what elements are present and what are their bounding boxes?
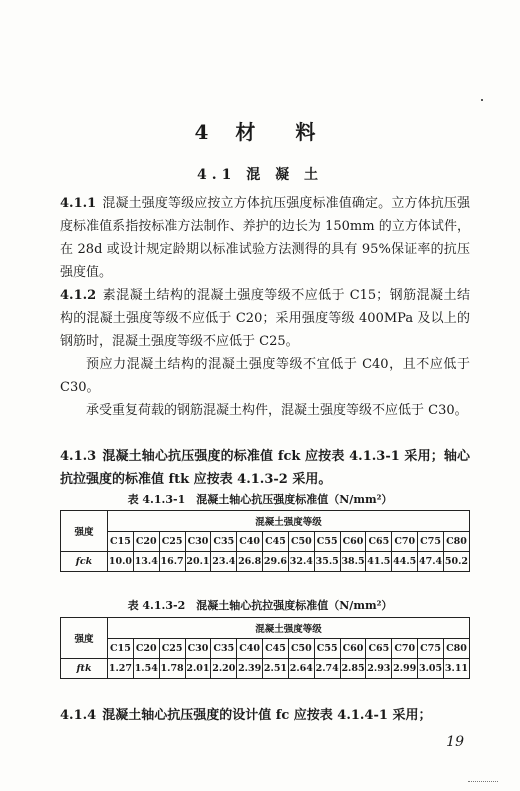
- value-cell: 41.5: [366, 552, 392, 572]
- grade-cell: C75: [418, 639, 444, 659]
- grade-cell: C70: [392, 639, 418, 659]
- value-cell: 13.4: [133, 552, 159, 572]
- grade-cell: C40: [237, 639, 263, 659]
- grade-cell: C70: [392, 532, 418, 552]
- fck-table: [60, 510, 470, 572]
- grade-cell: C60: [340, 639, 366, 659]
- paragraph-prestressed: 预应力混凝土结构的混凝土强度等级不宜低于 C40，且不应低于 C30。: [60, 357, 470, 395]
- grade-cell: C45: [263, 639, 289, 659]
- value-cell: 50.2: [443, 552, 469, 572]
- clause-number: 4.1.3: [60, 449, 97, 464]
- clause-4-1-2: [60, 284, 470, 353]
- grade-cell: C65: [366, 639, 392, 659]
- value-cell: 1.27: [108, 659, 134, 679]
- value-cell: 2.20: [211, 659, 237, 679]
- grade-cell: C75: [418, 532, 444, 552]
- grade-cell: C30: [185, 639, 211, 659]
- value-cell: 2.01: [185, 659, 211, 679]
- table-caption: 表 4.1.3-2 混凝土轴心抗拉强度标准值（N/mm²）: [127, 599, 393, 612]
- grade-cell: C60: [340, 532, 366, 552]
- grade-row: [61, 639, 470, 659]
- value-cell: 26.8: [237, 552, 263, 572]
- grade-cell: C25: [159, 639, 185, 659]
- margin-mark: [481, 99, 483, 101]
- symbol-cell: fck: [61, 552, 108, 572]
- value-cell: 2.99: [392, 659, 418, 679]
- value-cell: 23.4: [211, 552, 237, 572]
- grade-cell: C35: [211, 639, 237, 659]
- clause-text: 混凝土强度等级应按立方体抗压强度标准值确定。立方体抗压强度标准值系指按标准方法制作、养护的边长为 150mm 的立方体试件，在 28d 或设计规定龄期以标准试验方法测得的具有 95%保证率的抗压强度值。: [60, 196, 470, 280]
- value-cell: 35.5: [314, 552, 340, 572]
- value-cell: 47.4: [418, 552, 444, 572]
- clause-number: 4.1.4: [60, 708, 97, 723]
- grade-cell: C15: [108, 639, 134, 659]
- section-title: 4.1 混 凝 土: [197, 167, 323, 183]
- value-cell: 10.0: [108, 552, 134, 572]
- chapter-title: 4 材 料: [194, 120, 326, 144]
- value-cell: 1.54: [133, 659, 159, 679]
- row-header: 强度: [61, 618, 108, 659]
- grade-cell: C25: [159, 532, 185, 552]
- group-header: 混凝土强度等级: [108, 511, 470, 532]
- group-header: 混凝土强度等级: [108, 618, 470, 639]
- value-cell: 1.78: [159, 659, 185, 679]
- paragraph-repeated-load: 承受重复荷载的钢筋混凝土构件，混凝土强度等级不应低于 C30。: [86, 403, 468, 418]
- grade-cell: C35: [211, 532, 237, 552]
- clause-4-1-3: [60, 445, 470, 491]
- value-cell: 2.51: [263, 659, 289, 679]
- value-cell: 44.5: [392, 552, 418, 572]
- grade-cell: C30: [185, 532, 211, 552]
- value-cell: 20.1: [185, 552, 211, 572]
- page-number: 19: [446, 734, 464, 750]
- grade-cell: C55: [314, 639, 340, 659]
- value-row: [61, 659, 470, 679]
- value-row: [61, 552, 470, 572]
- footer-mark: [468, 781, 498, 785]
- grade-cell: C65: [366, 532, 392, 552]
- ftk-table: [60, 617, 470, 679]
- value-cell: 3.05: [418, 659, 444, 679]
- value-cell: 3.11: [443, 659, 469, 679]
- grade-cell: C40: [237, 532, 263, 552]
- value-cell: 2.85: [340, 659, 366, 679]
- clause-4-1-4: [60, 704, 470, 727]
- grade-cell: C20: [133, 639, 159, 659]
- grade-cell: C80: [443, 532, 469, 552]
- grade-cell: C50: [288, 639, 314, 659]
- grade-cell: C50: [288, 532, 314, 552]
- value-cell: 38.5: [340, 552, 366, 572]
- row-header: 强度: [61, 511, 108, 552]
- grade-cell: C55: [314, 532, 340, 552]
- value-cell: 29.6: [263, 552, 289, 572]
- grade-cell: C45: [263, 532, 289, 552]
- clause-number: 4.1.1: [60, 196, 97, 211]
- value-cell: 2.64: [288, 659, 314, 679]
- clause-text: 混凝土轴心抗压强度的标准值 fck 应按表 4.1.3-1 采用；轴心抗拉强度的标准值 ftk 应按表 4.1.3-2 采用。: [60, 449, 470, 487]
- grade-cell: C80: [443, 639, 469, 659]
- value-cell: 2.39: [237, 659, 263, 679]
- grade-cell: C15: [108, 532, 134, 552]
- table-caption: 表 4.1.3-1 混凝土轴心抗压强度标准值（N/mm²）: [127, 493, 393, 506]
- value-cell: 2.74: [314, 659, 340, 679]
- value-cell: 32.4: [288, 552, 314, 572]
- clause-4-1-1: [60, 192, 470, 284]
- grade-row: [61, 532, 470, 552]
- value-cell: 2.93: [366, 659, 392, 679]
- grade-cell: C20: [133, 532, 159, 552]
- value-cell: 16.7: [159, 552, 185, 572]
- symbol-cell: ftk: [61, 659, 108, 679]
- clause-text: 素混凝土结构的混凝土强度等级不应低于 C15；钢筋混凝土结构的混凝土强度等级不应低于 C20；采用强度等级 400MPa 及以上的钢筋时，混凝土强度等级不应低于 C25。: [60, 288, 470, 349]
- clause-number: 4.1.2: [60, 288, 97, 303]
- clause-text: 混凝土轴心抗压强度的设计值 fc 应按表 4.1.4-1 采用；: [102, 708, 432, 723]
